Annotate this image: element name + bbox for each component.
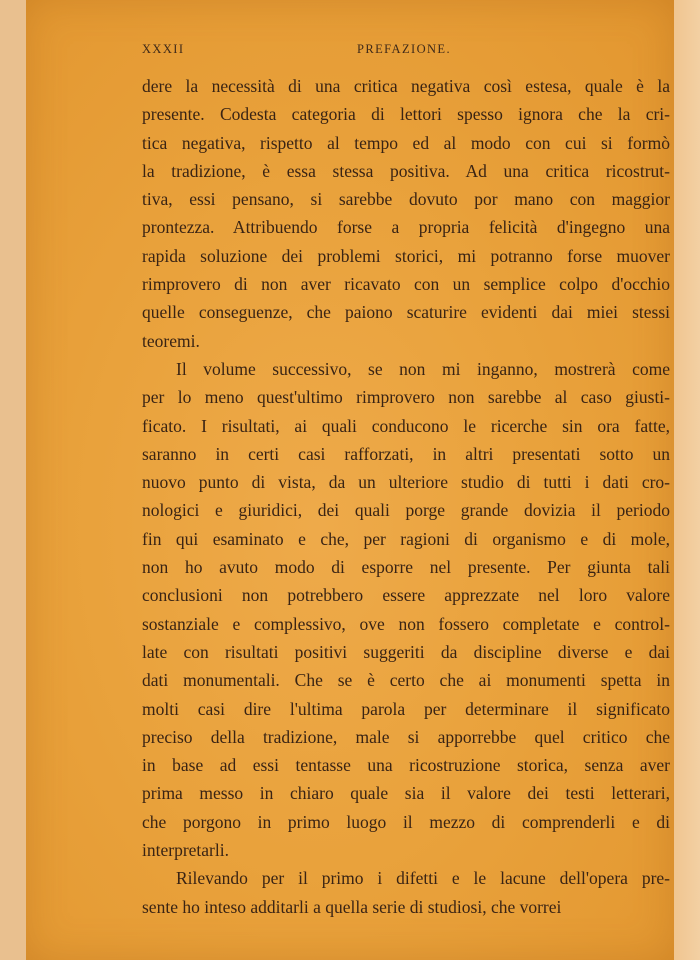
text-line: saranno in certi casi rafforzati, in altri presentati sotto un	[142, 443, 670, 464]
text-line: tiva, essi pensano, si sarebbe dovuto por mano con maggior	[142, 189, 670, 210]
text-line: per lo meno quest'ultimo rimprovero non sarebbe al caso giusti-	[142, 387, 670, 408]
paragraph	[142, 72, 670, 355]
text-line: Il volume successivo, se non mi inganno, mostrerà come	[176, 358, 670, 379]
text-line: presente. Codesta categoria di lettori spesso ignora che la cri-	[142, 104, 670, 125]
text-line: molti casi dire l'ultima parola per determinare il significato	[142, 698, 670, 719]
page-edge	[674, 0, 700, 960]
text-line: non ho avuto modo di esporre nel presente. Per giunta tali	[142, 557, 670, 578]
paragraph	[142, 864, 670, 921]
text-line: dere la necessità di una critica negativa così estesa, quale è la	[142, 76, 670, 96]
running-head	[142, 42, 670, 58]
text-line: conclusioni non potrebbero essere apprezzate nel loro valore	[142, 585, 670, 606]
text-line: quelle conseguenze, che paiono scaturire evidenti dai miei stessi	[142, 302, 670, 323]
text-line: in base ad essi tentasse una ricostruzione storica, senza aver	[142, 755, 670, 776]
page-number: XXXII	[142, 42, 185, 56]
text-line: sente ho inteso additarli a quella serie di studiosi, che vorrei	[142, 896, 562, 917]
text-line: dati monumentali. Che se è certo che ai monumenti spetta in	[142, 670, 670, 691]
book-page	[26, 0, 674, 960]
text-line: interpretarli.	[142, 840, 229, 861]
text-line: ficato. I risultati, ai quali conducono le ricerche sin ora fatte,	[142, 415, 670, 436]
text-line: prima messo in chiaro quale sia il valore dei testi letterari,	[142, 783, 670, 804]
text-line: Rilevando per il primo i difetti e le lacune dell'opera pre-	[176, 868, 670, 889]
text-line: late con risultati positivi suggeriti da discipline diverse e dai	[142, 641, 670, 662]
text-line: rimprovero di non aver ricavato con un semplice colpo d'occhio	[142, 274, 670, 295]
body-text	[142, 72, 670, 921]
text-line: prontezza. Attribuendo forse a propria felicità d'ingegno una	[142, 217, 670, 238]
text-line: sostanziale e complessivo, ove non fossero completate e control-	[142, 613, 670, 634]
text-line: che porgono in primo luogo il mezzo di comprenderli e di	[142, 811, 670, 832]
text-line: nologici e giuridici, dei quali porge grande dovizia il periodo	[142, 500, 670, 521]
text-line: preciso della tradizione, male si apporrebbe quel critico che	[142, 726, 670, 747]
text-line: tica negativa, rispetto al tempo ed al modo con cui si formò	[142, 132, 670, 153]
text-line: la tradizione, è essa stessa positiva. Ad una critica ricostrut-	[142, 160, 670, 181]
text-line: rapida soluzione dei problemi storici, mi potranno forse muover	[142, 245, 670, 266]
text-line: teoremi.	[142, 330, 200, 351]
paragraph	[142, 355, 670, 864]
text-line: fin qui esaminato e che, per ragioni di organismo e di mole,	[142, 528, 670, 549]
text-line: nuovo punto di vista, da un ulteriore studio di tutti i dati cro-	[142, 472, 670, 493]
running-title: PREFAZIONE.	[357, 42, 451, 56]
